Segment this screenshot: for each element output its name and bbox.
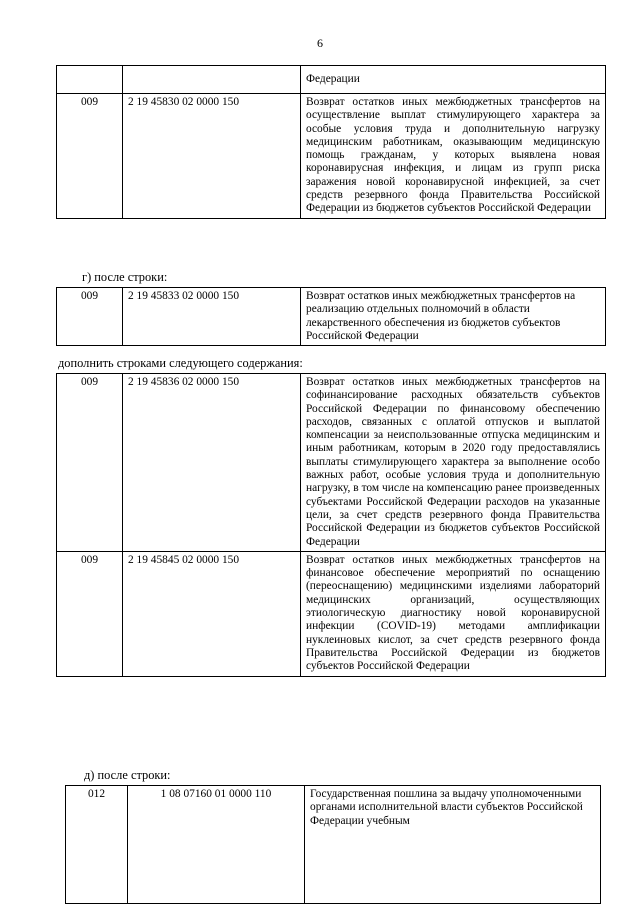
table-continuation (56, 65, 606, 219)
instruction-add-rows: дополнить строками следующего содержания: (58, 356, 303, 370)
table-row (57, 374, 606, 552)
description-cell: Возврат остатков иных межбюджетных трансфертов на реализацию отдельных полномочий в области лекарственного обеспечения из бюджетов субъектов Российской Федерации (301, 288, 606, 346)
description-cell: Возврат остатков иных межбюджетных трансфертов на осуществление выплат стимулирующего характера за особые условия труда и дополнительную нагрузку медицинским работникам, оказывающим медицинскую помощь гражданам, у которых выявлена новая коронавирусная инфекция, и лицам из групп риска заражения новой коронавирусной инфекцией, за счет средств резервного фонда Правительства Российской Федерации из бюджетов субъектов Российской Федерации (301, 94, 606, 219)
admin-code-cell: 009 (57, 551, 123, 676)
table-row (57, 66, 606, 94)
table-row (57, 288, 606, 346)
budget-code-cell: 2 19 45845 02 0000 150 (123, 551, 301, 676)
budget-code-cell: 2 19 45836 02 0000 150 (123, 374, 301, 552)
budget-code-cell: 1 08 07160 01 0000 110 (128, 786, 305, 904)
admin-code-cell: 012 (66, 786, 128, 904)
description-cell: Федерации (301, 66, 606, 94)
page-number: 6 (317, 36, 323, 50)
description-cell: Возврат остатков иных межбюджетных трансфертов на финансовое обеспечение мероприятий по оснащению (переоснащению) медицинскими изделиями лабораторий медицинских организаций, осуществляющих этиологическую диагностику новой коронавирусной инфекции (COVID-19) методами амплификации нуклеиновых кислот, за счет средств резервного фонда Правительства Российской Федерации из бюджетов субъектов Российской Федерации (301, 551, 606, 676)
admin-code-cell (57, 66, 123, 94)
admin-code-cell: 009 (57, 288, 123, 346)
budget-code-cell: 2 19 45830 02 0000 150 (123, 94, 301, 219)
instruction-after-row-d: д) после строки: (84, 768, 171, 782)
table-reference-row (56, 287, 606, 346)
table-reference-row-d (65, 785, 601, 904)
budget-code-cell: 2 19 45833 02 0000 150 (123, 288, 301, 346)
table-row (66, 786, 601, 904)
budget-code-cell (123, 66, 301, 94)
description-cell: Государственная пошлина за выдачу уполномоченными органами исполнительной власти субъектов Российской Федерации учебным (305, 786, 601, 904)
table-row (57, 94, 606, 219)
table-new-rows (56, 373, 606, 677)
table-row (57, 551, 606, 676)
description-cell: Возврат остатков иных межбюджетных трансфертов на софинансирование расходных обязательств субъектов Российской Федерации по финансовому обеспечению расходов, связанных с оплатой отпусков и выплатой компенсации за неиспользованные отпуска медицинским и иным работникам, которым в 2020 году предоставлялись выплаты стимулирующего характера за выполнение особо важных работ, особые условия труда и дополнительную нагрузку, в том числе на компенсацию ранее произведенных субъектами Российской Федерации расходов на указанные цели, за счет средств резервного фонда Правительства Российской Федерации из бюджетов субъектов Российской Федерации (301, 374, 606, 552)
instruction-after-row-g: г) после строки: (82, 270, 168, 284)
admin-code-cell: 009 (57, 94, 123, 219)
admin-code-cell: 009 (57, 374, 123, 552)
